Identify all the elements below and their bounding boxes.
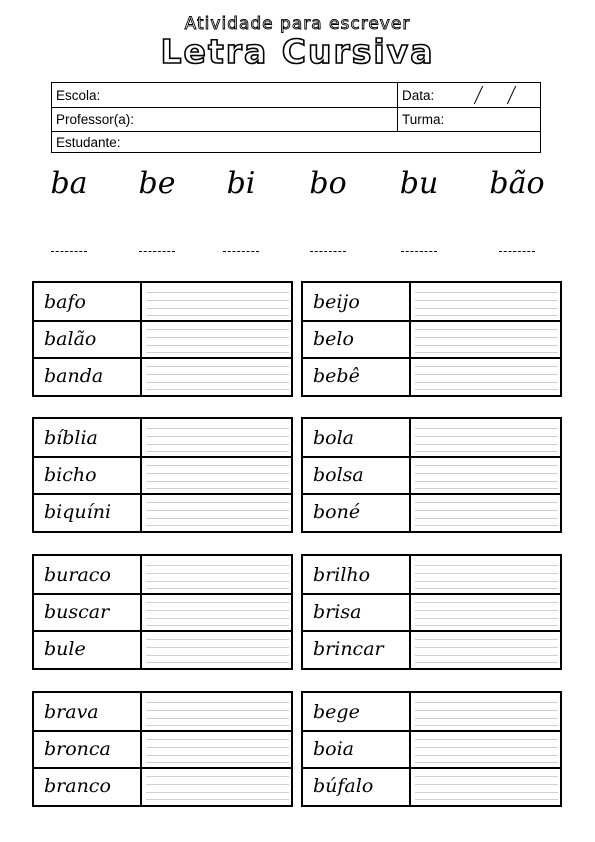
school-label: Escola: — [56, 87, 101, 103]
word-label: bege — [303, 693, 411, 730]
word-label: bolsa — [303, 456, 411, 493]
student-label: Estudante: — [56, 134, 121, 150]
writing-lines[interactable] — [144, 556, 291, 593]
syllable-bo: bo — [309, 166, 347, 201]
subtitle: Atividade para escrever — [184, 14, 411, 34]
word-row — [34, 456, 291, 495]
word-label: banda — [34, 357, 142, 395]
writing-lines[interactable] — [144, 593, 291, 630]
word-row — [34, 493, 291, 531]
writing-lines[interactable] — [413, 357, 560, 395]
word-row — [303, 767, 560, 805]
word-row — [303, 730, 560, 769]
syllable-ba: ba — [50, 166, 88, 201]
word-label: bafo — [34, 283, 142, 320]
word-row — [34, 593, 291, 632]
word-label: bíblia — [34, 419, 142, 456]
writing-lines[interactable] — [144, 693, 291, 730]
word-box — [301, 281, 562, 397]
word-label: bronca — [34, 730, 142, 767]
writing-lines[interactable] — [144, 456, 291, 493]
writing-lines[interactable] — [413, 630, 560, 668]
page-title: Letra Cursiva — [160, 32, 435, 71]
word-label: bule — [34, 630, 142, 668]
date-separator-2 — [507, 86, 516, 105]
class-label: Turma: — [402, 111, 445, 127]
student-field[interactable] — [52, 131, 540, 153]
word-row — [303, 357, 560, 395]
writing-lines[interactable] — [413, 593, 560, 630]
writing-lines[interactable] — [144, 320, 291, 357]
writing-lines[interactable] — [413, 456, 560, 493]
syllable-bao: bão — [489, 166, 545, 201]
word-row — [34, 556, 291, 595]
word-row — [303, 593, 560, 632]
word-box — [301, 417, 562, 533]
writing-lines[interactable] — [144, 419, 291, 456]
word-label: belo — [303, 320, 411, 357]
word-row — [34, 320, 291, 359]
writing-lines[interactable] — [413, 693, 560, 730]
word-box — [301, 691, 562, 807]
word-row — [303, 320, 560, 359]
writing-lines[interactable] — [144, 767, 291, 805]
word-box — [301, 554, 562, 670]
trace-line[interactable] — [51, 251, 87, 252]
writing-lines[interactable] — [413, 767, 560, 805]
writing-lines[interactable] — [144, 730, 291, 767]
syllable-bi: bi — [226, 166, 256, 201]
word-label: brilho — [303, 556, 411, 593]
writing-lines[interactable] — [413, 556, 560, 593]
writing-lines[interactable] — [413, 320, 560, 357]
word-label: brincar — [303, 630, 411, 668]
word-label: boia — [303, 730, 411, 767]
syllable-be: be — [138, 166, 176, 201]
writing-lines[interactable] — [413, 493, 560, 531]
word-box — [32, 691, 293, 807]
word-label: beijo — [303, 283, 411, 320]
word-label: buscar — [34, 593, 142, 630]
word-label: balão — [34, 320, 142, 357]
word-row — [303, 283, 560, 322]
student-info-table — [51, 82, 541, 153]
writing-lines[interactable] — [144, 357, 291, 395]
word-label: brisa — [303, 593, 411, 630]
date-separator-1 — [474, 86, 483, 105]
word-box — [32, 554, 293, 670]
writing-lines[interactable] — [413, 730, 560, 767]
word-label: buraco — [34, 556, 142, 593]
word-label: bebê — [303, 357, 411, 395]
syllable-bu: bu — [399, 166, 439, 201]
trace-line[interactable] — [499, 251, 535, 252]
word-label: búfalo — [303, 767, 411, 805]
writing-lines[interactable] — [144, 630, 291, 668]
word-label: biquíni — [34, 493, 142, 531]
trace-line[interactable] — [310, 251, 346, 252]
word-box — [32, 417, 293, 533]
word-row — [34, 283, 291, 322]
word-row — [34, 630, 291, 668]
info-row-teacher — [52, 107, 540, 132]
word-row — [34, 419, 291, 458]
teacher-field[interactable] — [52, 107, 398, 131]
word-row — [303, 693, 560, 732]
trace-line[interactable] — [139, 251, 175, 252]
word-row — [303, 493, 560, 531]
word-row — [34, 767, 291, 805]
date-label: Data: — [402, 87, 435, 103]
info-row-student — [52, 131, 540, 153]
word-label: boné — [303, 493, 411, 531]
word-label: branco — [34, 767, 142, 805]
date-field[interactable] — [398, 83, 540, 107]
word-label: bola — [303, 419, 411, 456]
school-field[interactable] — [52, 83, 398, 107]
writing-lines[interactable] — [144, 493, 291, 531]
word-row — [303, 556, 560, 595]
teacher-label: Professor(a): — [56, 111, 135, 127]
word-box — [32, 281, 293, 397]
word-row — [34, 357, 291, 395]
word-row — [303, 419, 560, 458]
word-label: bicho — [34, 456, 142, 493]
trace-line[interactable] — [401, 251, 437, 252]
word-label: brava — [34, 693, 142, 730]
class-field[interactable] — [398, 107, 540, 131]
word-row — [303, 456, 560, 495]
word-row — [34, 693, 291, 732]
writing-lines[interactable] — [413, 283, 560, 320]
word-row — [34, 730, 291, 769]
writing-lines[interactable] — [413, 419, 560, 456]
word-row — [303, 630, 560, 668]
info-row-school — [52, 83, 540, 108]
writing-lines[interactable] — [144, 283, 291, 320]
trace-line[interactable] — [223, 251, 259, 252]
